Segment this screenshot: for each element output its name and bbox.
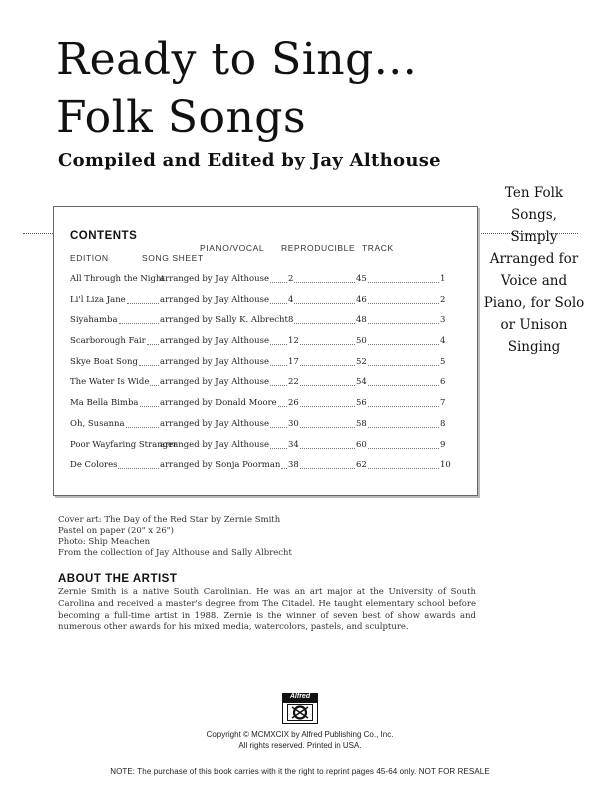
arranger: arranged by Sally K. Albrecht [160,315,288,326]
dot-leader [118,468,159,469]
song-title: Ma Bella Bimba [70,398,139,409]
dot-leader [140,406,159,407]
dot-leader [368,303,439,304]
dot-leader [300,468,355,469]
edition-page: 38 [288,460,299,471]
song-sheet-page: 60 [356,439,367,450]
contents-row [70,314,448,335]
song-title: Oh, Susanna [70,418,125,429]
dot-leader [139,365,159,366]
arranger: arranged by Jay Althouse [160,439,270,450]
arranger: arranged by Jay Althouse [160,356,270,367]
credit-line: From the collection of Jay Althouse and Sally Albrecht [58,548,292,558]
song-title: Scarborough Fair [70,336,146,347]
dot-leader [300,406,355,407]
sidebar-line: Arranged for [489,251,579,267]
column-header-edition: EDITION [70,253,109,263]
edition-page: 2 [288,274,294,284]
dot-leader [126,427,159,428]
dot-leader [368,344,439,345]
contents-row [70,439,448,460]
song-sheet-page: 54 [356,377,367,388]
dot-leader [270,303,287,304]
contents-heading: CONTENTS [70,230,138,242]
song-sheet-page: 62 [356,460,367,471]
dot-leader [368,323,439,324]
track-number: 7 [440,398,446,409]
contents-box [53,206,478,496]
contents-row [70,418,448,439]
dot-leader [294,303,355,304]
track-number: 10 [440,460,451,471]
dot-leader [270,385,287,386]
column-header-piano-vocal: PIANO/VOCAL [200,243,265,253]
credit-line: Cover art: The Day of the Red Star by Zernie Smith [58,515,281,525]
alfred-publishing-logo-icon [287,704,313,721]
track-number: 4 [440,336,446,347]
dot-leader [270,282,287,283]
sidebar-line: Piano, for Solo [483,295,585,311]
title-line-2: Folk Songs [56,92,307,143]
sidebar-line: or Unison [500,317,568,333]
song-sheet-page: 48 [356,315,367,326]
edition-page: 4 [288,294,294,305]
edition-page: 17 [288,356,299,367]
edition-page: 30 [288,418,299,429]
song-title: Li'l Liza Jane [70,294,126,305]
dot-leader [300,365,355,366]
dot-leader [368,365,439,366]
song-sheet-page: 45 [356,274,367,284]
dot-leader [270,427,287,428]
subtitle: Compiled and Edited by Jay Althouse [58,150,441,171]
copyright-line: Copyright © MCMXCIX by Alfred Publishing Co., Inc. [206,730,394,739]
edition-page: 12 [288,336,299,347]
contents-list [70,273,451,480]
edition-page: 22 [288,377,299,388]
dot-leader [294,323,355,324]
edition-page: 8 [288,315,294,326]
dot-leader [368,282,439,283]
dot-leader [368,406,439,407]
about-text: Zernie Smith is a native South Carolinian. He was an art major at the University of South Carolina and received a master's degree from The Citadel. He taught elementary school before becoming a full-time artist in 1988. Zernie is the winner of seven best of show awards and numerous other awards for his mixed media, watercolors, pastels, and sculpture. [58,587,476,633]
contents-row [70,356,448,377]
dot-leader [300,427,355,428]
dot-leader [368,385,439,386]
track-number: 1 [440,274,446,284]
copyright-line: All rights reserved. Printed in USA. [238,740,362,750]
arranger: arranged by Donald Moore [160,398,277,409]
dot-leader [368,468,439,469]
song-title: De Colores [70,460,118,471]
song-sheet-page: 58 [356,418,367,429]
song-title: Siyahamba [70,315,118,326]
song-title: Skye Boat Song [70,356,138,367]
credit-line: Photo: Ship Meachen [58,537,151,547]
sidebar-line: Simply [510,229,558,245]
contents-row [70,459,451,480]
column-header-song-sheet: SONG SHEET [142,253,204,263]
sidebar-description [483,182,585,358]
track-number: 5 [440,356,446,367]
arranger: arranged by Jay Althouse [160,336,270,347]
track-number: 2 [440,294,446,305]
contents-row [70,294,448,315]
contents-row [70,376,448,397]
dot-leader [270,448,287,449]
edition-page: 26 [288,398,299,409]
dot-leader [147,344,159,345]
arranger: arranged by Sonja Poorman [160,460,281,471]
dot-leader [281,468,287,469]
copyright [0,730,600,751]
dot-leader [127,303,159,304]
contents-row [70,273,448,294]
song-sheet-page: 46 [356,294,367,305]
track-number: 9 [440,439,446,450]
sidebar-line: Voice and [500,273,568,289]
dot-leader [300,344,355,345]
title-line-1: Ready to Sing... [56,34,418,85]
track-number: 3 [440,315,446,326]
dot-leader [270,344,287,345]
track-number: 8 [440,418,446,429]
sidebar-line: Ten Folk Songs, [504,185,564,223]
edition-page: 34 [288,439,299,450]
song-sheet-page: 50 [356,336,367,347]
dot-leader [300,448,355,449]
dot-leader [278,406,287,407]
song-sheet-page: 52 [356,356,367,367]
dot-leader [368,448,439,449]
arranger: arranged by Jay Althouse [160,274,270,284]
sidebar-line: Singing [507,339,561,355]
dotted-rule-left [23,233,53,234]
column-header-reproducible: REPRODUCIBLE [281,243,356,253]
logo-word: Alfred [289,693,311,700]
arranger: arranged by Jay Althouse [160,377,270,388]
dot-leader [270,365,287,366]
dot-leader [294,282,355,283]
cover-credits [58,515,292,559]
credit-line: Pastel on paper (20" x 26") [58,526,174,536]
contents-row [70,335,448,356]
dot-leader [300,385,355,386]
song-title: The Water Is Wide [70,377,150,388]
reprint-note: NOTE: The purchase of this book carries with it the right to reprint pages 45-64 only. NOT FOR RESALE [110,767,490,776]
dot-leader [368,427,439,428]
contents-row [70,397,448,418]
dot-leader [150,385,159,386]
alfred-logo [282,693,318,724]
song-sheet-page: 56 [356,398,367,409]
song-title: All Through the Night [70,274,165,284]
column-header-track: TRACK [362,243,394,253]
track-number: 6 [440,377,446,388]
arranger: arranged by Jay Althouse [160,418,270,429]
song-title: Poor Wayfaring Stranger [70,439,178,450]
about-heading: ABOUT THE ARTIST [58,573,178,585]
arranger: arranged by Jay Althouse [160,294,270,305]
dot-leader [119,323,159,324]
